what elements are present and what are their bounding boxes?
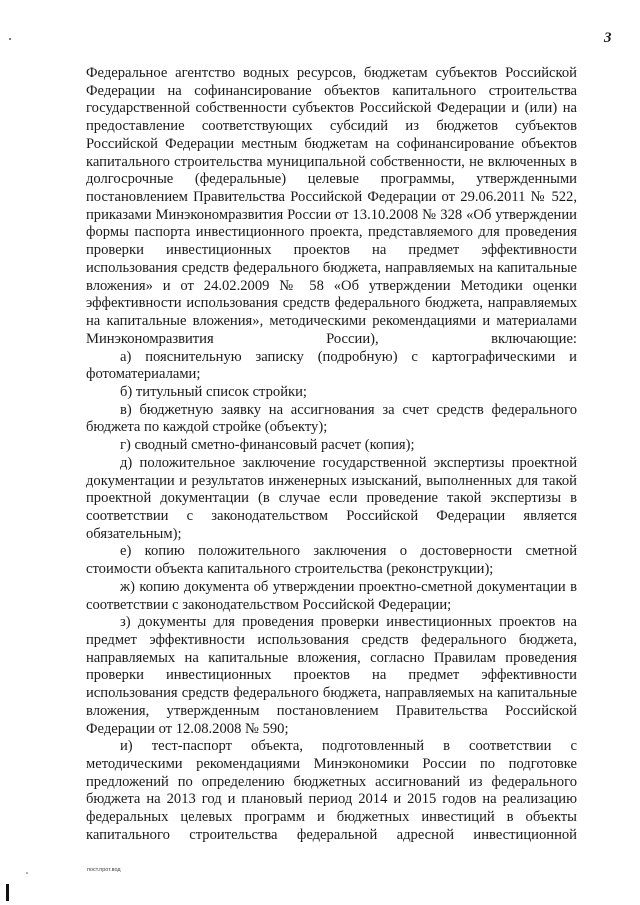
- list-item-i: и) тест-паспорт объекта, подготовленный в соответствии с методическими рекомендациями Минэкономики России по подготовке предложений по определению бюджетных ассигнований из федерального бюджета на 2013 год и плановый период 2014 и 2015 годов на реализацию федеральных целевых программ и бюджетных инвестиций в объекты капитального строительства федеральной адресной инвестиционной: [86, 738, 577, 843]
- page-number: 3: [604, 30, 612, 46]
- scan-speck: [26, 872, 28, 874]
- scan-speck: [9, 38, 11, 40]
- list-item-a: а) пояснительную записку (подробную) с картографическими и фотоматериалами;: [86, 348, 577, 383]
- document-body: [86, 65, 577, 845]
- footer-file-label: пост.прот.вод: [87, 867, 121, 873]
- list-item-zh: ж) копию документа об утверждении проектно-сметной документации в соответствии с законодательством Российской Федерации;: [86, 578, 577, 613]
- list-item-z: з) документы для проведения проверки инвестиционных проектов на предмет эффективности использования средств федерального бюджета, направляемых на капитальные вложения, согласно Правилам проведения проверки инвестиционных проектов на предмет эффективности использования средств федерального бюджета, направляемых на капитальные вложения, утвержденным постановлением Правительства Российской Федерации от 12.08.2008 № 590;: [86, 614, 577, 737]
- list-item-e: е) копию положительного заключения о достоверности сметной стоимости объекта капитального строительства (реконструкции);: [86, 543, 577, 578]
- list-item-b: б) титульный список стройки;: [120, 383, 307, 400]
- scan-edge-mark: [6, 884, 9, 901]
- list-item-v: в) бюджетную заявку на ассигнования за счет средств федерального бюджета по каждой стройке (объекту);: [86, 401, 577, 436]
- paragraph-intro: Федеральное агентство водных ресурсов, бюджетам субъектов Российской Федерации на софинансирование объектов капитального строительства государственной собственности субъектов Российской Федерации и (или) на предоставление соответствующих субсидий из бюджетов субъектов Российской Федерации местным бюджетам на софинансирование объектов капитального строительства муниципальной собственности, не включенных в долгосрочные (федеральные) целевые программы, утвержденными постановлением Правительства Российской Федерации от 29.06.2011 № 522, приказами Минэкономразвития России от 13.10.2008 № 328 «Об утверждении формы паспорта инвестиционного проекта, представляемого для проведения проверки инвестиционных проектов на предмет эффективности использования средств федерального бюджета, направляемых на капитальные вложения» и от 24.02.2009 № 58 «Об утверждении Методики оценки эффективности использования средств федерального бюджета, направляемых на капитальные вложения», методическими рекомендациями и материалами Минэкономразвития России), включающие:: [86, 65, 577, 347]
- list-item-d: д) положительное заключение государственной экспертизы проектной документации и результатов инженерных изысканий, выполненных для такой проектной документации (в случае если проведение такой экспертизы в соответствии с законодательством Российской Федерации является обязательным);: [86, 454, 577, 542]
- list-item-g: г) сводный сметно-финансовый расчет (копия);: [120, 437, 415, 454]
